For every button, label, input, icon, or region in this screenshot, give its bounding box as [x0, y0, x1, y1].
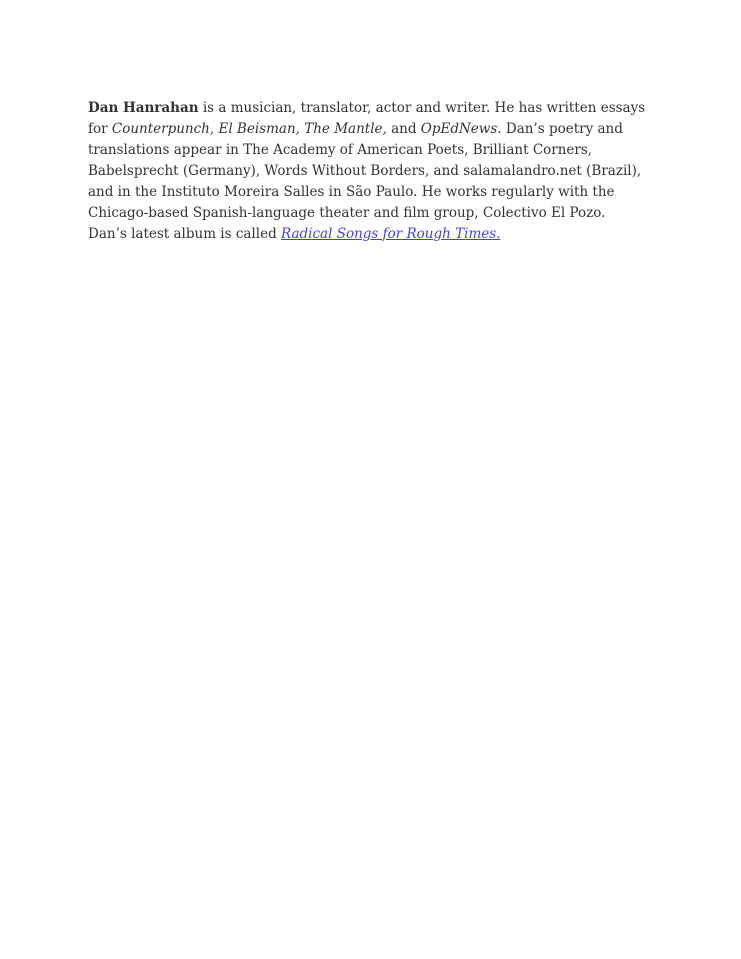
bio-paragraph [88, 98, 646, 245]
bio-text-segment: The Mantle, [304, 120, 387, 137]
bio-text-segment: Dan Hanrahan [88, 99, 199, 116]
bio-text-segment: Counterpunch, [111, 120, 215, 137]
bio-text-segment: and [386, 120, 421, 137]
bio-text-segment: is a musician, translator, actor and writer. He has written essays for [88, 99, 646, 137]
bio-text-segment: OpEdNews [420, 120, 498, 137]
bio-text-segment: . Dan’s poetry and translations appear in The Academy of American Poets, Brilliant Corners, Babelsprecht (Germany), Words Without Borders, and salamalandro.net (Brazil), and in the Instituto Moreira Salles in São Paulo. He works regularly with the Chicago-based Spanish-language theater and film group, Colectivo El Pozo. Dan’s latest album is called [88, 120, 642, 242]
radical-songs-link[interactable]: Radical Songs for Rough Times. [281, 225, 501, 242]
bio-text-segment: El Beisman, [218, 120, 300, 137]
